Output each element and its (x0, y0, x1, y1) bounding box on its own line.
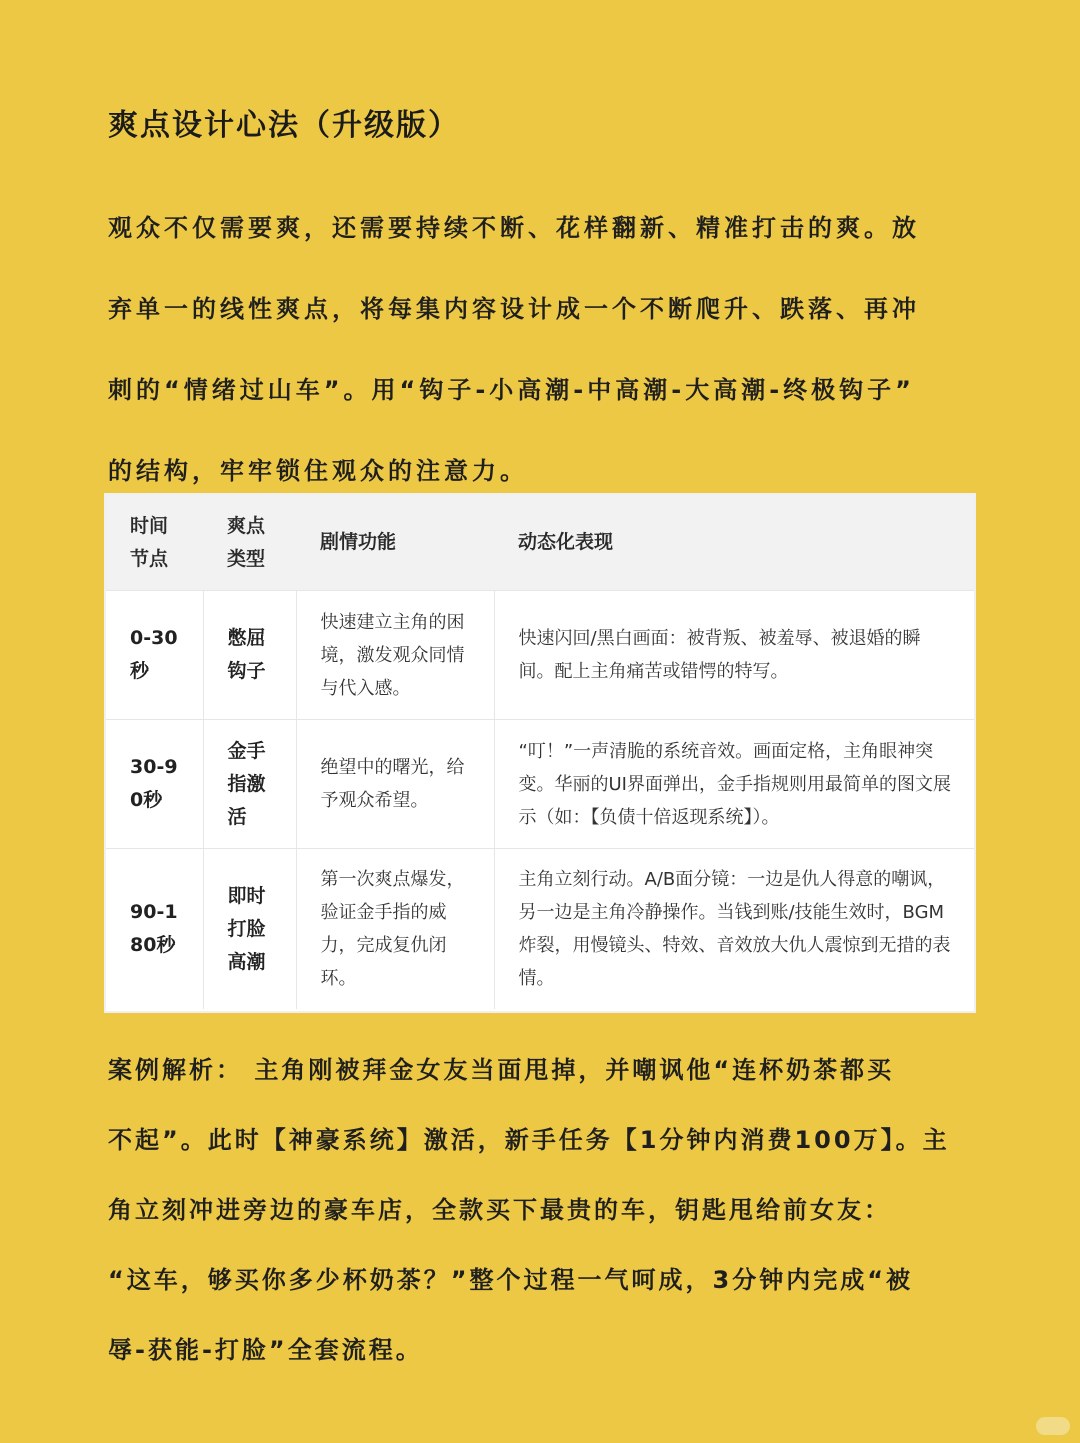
case-line: 案例解析： 主角刚被拜金女友当面甩掉，并嘲讽他“连杯奶茶都买 (108, 1056, 895, 1084)
cell-performance: 快速闪回/黑白画面：被背叛、被羞辱、被退婚的瞬间。配上主角痛苦或错愕的特写。 (494, 591, 974, 720)
intro-line: 观众不仅需要爽，还需要持续不断、花样翻新、精准打击的爽。放 (108, 214, 920, 242)
watermark-badge (1036, 1417, 1070, 1435)
table-row (106, 720, 974, 849)
cell-type: 憋屈钩子 (203, 591, 296, 720)
intro-paragraph (108, 188, 988, 512)
header-time: 时间 节点 (106, 495, 203, 591)
case-line: “这车，够买你多少杯奶茶？”整个过程一气呵成，3分钟内完成“被 (108, 1266, 914, 1294)
cell-time: 0-30秒 (106, 591, 203, 720)
table-header-row (106, 495, 974, 591)
intro-line: 刺的“情绪过山车”。用“钩子-小高潮-中高潮-大高潮-终极钩子” (108, 376, 915, 404)
cell-time: 90-180秒 (106, 849, 203, 1010)
header-performance: 动态化表现 (494, 495, 974, 591)
intro-line: 的结构，牢牢锁住观众的注意力。 (108, 457, 528, 485)
case-line: 角立刻冲进旁边的豪车店，全款买下最贵的车，钥匙甩给前女友： (108, 1196, 891, 1224)
cell-type: 即时打脸高潮 (203, 849, 296, 1010)
intro-line: 弃单一的线性爽点，将每集内容设计成一个不断爬升、跌落、再冲 (108, 295, 920, 323)
table-row (106, 591, 974, 720)
case-line: 不起”。此时【神豪系统】激活，新手任务【1分钟内消费100万】。主 (108, 1126, 950, 1154)
table-row (106, 849, 974, 1010)
pacing-table (104, 493, 976, 1013)
case-paragraph (108, 1035, 988, 1385)
cell-function: 第一次爽点爆发，验证金手指的威力，完成复仇闭环。 (296, 849, 494, 1010)
page-title: 爽点设计心法（升级版） (108, 108, 460, 143)
header-function: 剧情功能 (296, 495, 494, 591)
cell-function: 绝望中的曙光，给予观众希望。 (296, 720, 494, 849)
cell-performance: 主角立刻行动。A/B面分镜：一边是仇人得意的嘲讽，另一边是主角冷静操作。当钱到账/技能生效时，BGM炸裂，用慢镜头、特效、音效放大仇人震惊到无措的表情。 (494, 849, 974, 1010)
case-line: 辱-获能-打脸”全套流程。 (108, 1336, 423, 1364)
cell-time: 30-90秒 (106, 720, 203, 849)
cell-performance: “叮！”一声清脆的系统音效。画面定格，主角眼神突变。华丽的UI界面弹出，金手指规则用最简单的图文展示（如：【负债十倍返现系统】）。 (494, 720, 974, 849)
cell-type: 金手指激活 (203, 720, 296, 849)
cell-function: 快速建立主角的困境，激发观众同情与代入感。 (296, 591, 494, 720)
header-type: 爽点 类型 (203, 495, 296, 591)
